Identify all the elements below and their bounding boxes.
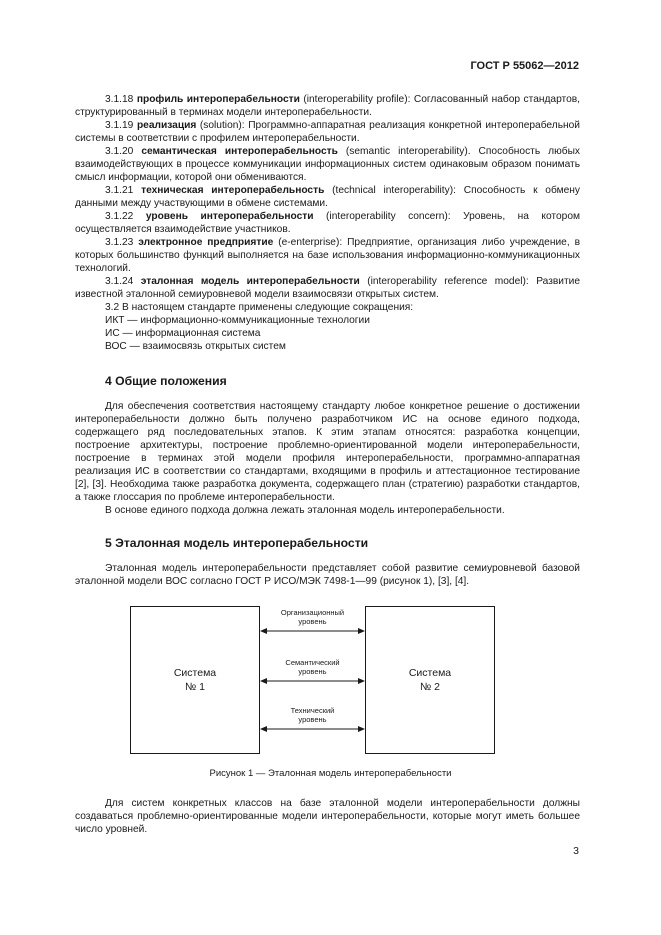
section-5-continued [75,797,580,836]
semantic-level [260,658,365,685]
section-5-paragraph-2: Для систем конкретных классов на базе эталонной модели интероперабельности должны создаваться проблемно-ориентированные модели интероперабельности, которые могут иметь большее число уровней. [75,798,580,835]
double-arrow-icon [260,627,365,635]
double-arrow-icon [260,677,365,685]
abbreviation-is: ИС — информационная система [105,328,261,339]
semantic-level-label-1: Семантический [285,658,340,667]
definition-3-1-19: 3.1.19 реализация (solution): Программно-аппаратная реализация конкретной интероперабельной системы в соответствии с профилем интероперабельности. [75,120,580,144]
definition-3-1-18: 3.1.18 профиль интероперабельности (interoperability profile): Согласованный набор стандартов, структурированный в терминах модели интероперабельности. [75,94,580,118]
organizational-level [260,608,365,635]
abbreviation-ikt: ИКТ — информационно-коммуникационные технологии [105,315,370,326]
section-5-title: 5 Эталонная модель интероперабельности [105,536,369,550]
system-1-box [130,606,260,754]
system-1-number: № 1 [184,681,206,693]
technical-level-label-1: Технический [290,706,335,715]
definition-3-1-22: 3.1.22 уровень интероперабельности (interoperability concern): Уровень, на котором осуществляется взаимодействие участников. [75,211,580,235]
section-4-paragraph-2: В основе единого подхода должна лежать эталонная модель интероперабельности. [105,505,505,516]
definition-3-1-21: 3.1.21 техническая интероперабельность (technical interoperability): Способность к обмену данными между участвующими в обмене системами. [75,185,580,209]
definition-3-1-24: 3.1.24 эталонная модель интероперабельности (interoperability reference model): Развитие известной эталонной семиуровневой модели взаимосвязи открытых систем. [75,276,581,300]
figure-caption: Рисунок 1 — Эталонная модель интероперабельности [209,768,452,779]
section-4-title: 4 Общие положения [105,374,227,388]
technical-level [260,706,365,733]
organizational-level-label-1: Организационный [280,608,345,617]
system-2-box [365,606,495,754]
definitions-block [75,93,580,353]
system-2-label: Система [408,667,452,679]
system-1-label: Система [173,667,217,679]
reference-model-figure [130,606,495,754]
section-5 [75,537,580,588]
abbreviations-intro: 3.2 В настоящем стандарте применены следующие сокращения: [105,302,414,313]
system-2-number: № 2 [419,681,441,693]
double-arrow-icon [260,725,365,733]
section-4-paragraph-1: Для обеспечения соответствия настоящему стандарту любое конкретное решение о достижении интероперабельности должно быть получено разработчиком ИС на основе единого подхода, содержащего ряд последовательных этапов. К этим этапам относятся: разработка концепции, построение архитектуры, построение проблемно-ориентированной модели интероперабельности, построение в терминах этой модели профиля интероперабельности, программно-аппаратная реализация ИС в соответствии со стандартами, входящими в профиль и аттестационное тестирование [2], [3]. Необходима также разработка документа, содержащего план (стратегию) разработки стандартов, а также глоссария по проблеме интероперабельности. [75,401,580,503]
definition-3-1-20: 3.1.20 семантическая интероперабельность (semantic interoperability). Способность любых взаимодействующих в процессе коммуникации информационных систем одинаковым образом понимать смысл информации, которой они обмениваются. [75,146,580,183]
document-id: ГОСТ Р 55062—2012 [470,60,579,72]
organizational-level-label-2: уровень [298,617,327,626]
section-4 [75,375,580,517]
technical-level-label-2: уровень [298,715,327,724]
abbreviation-vos: ВОС — взаимосвязь открытых систем [105,341,286,352]
semantic-level-label-2: уровень [298,667,327,676]
page-number: 3 [573,845,579,857]
definition-3-1-23: 3.1.23 электронное предприятие (e-enterprise): Предприятие, организация либо учреждение, в которых большинство функций выполняется на базе использования информационно-коммуникационных технологий. [75,237,580,274]
section-5-paragraph-1: Эталонная модель интероперабельности представляет собой развитие семиуровневой базовой эталонной модели ВОС согласно ГОСТ Р ИСО/МЭК 7498-1—99 (рисунок 1), [3], [4]. [75,563,580,587]
